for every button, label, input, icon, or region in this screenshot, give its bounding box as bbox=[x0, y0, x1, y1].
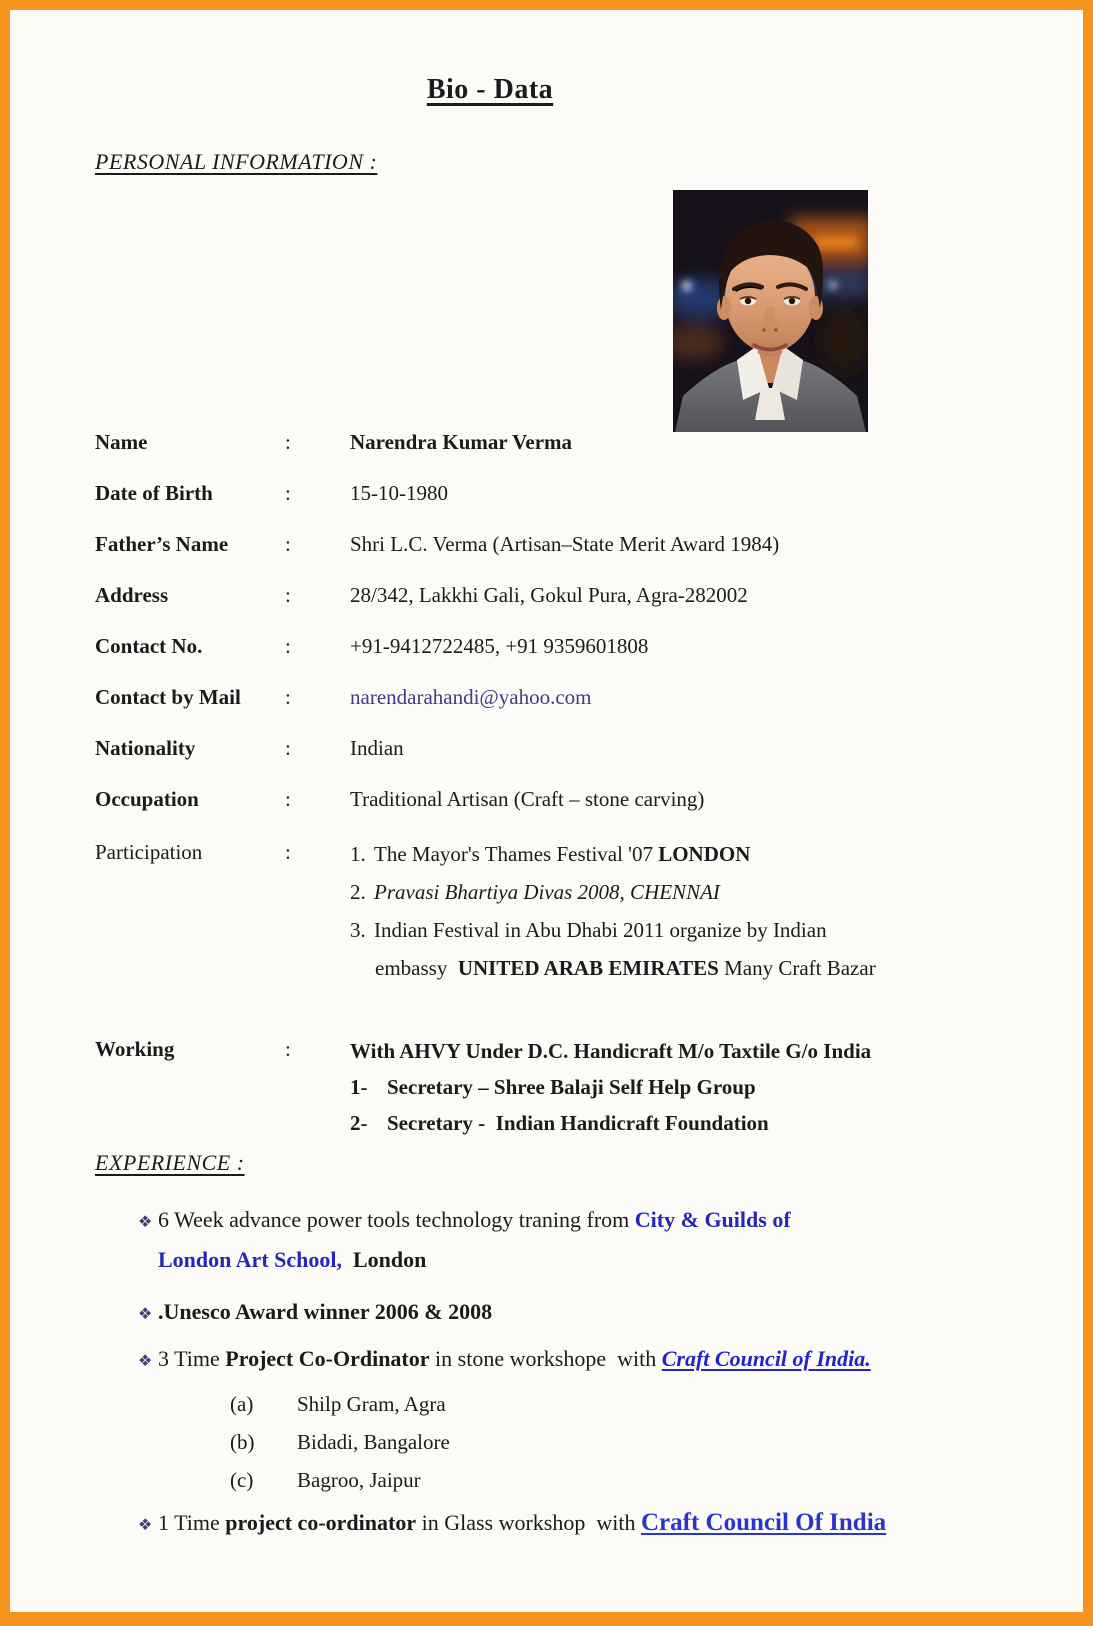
experience-text: .Unesco Award winner 2006 & 2008 bbox=[158, 1299, 493, 1324]
sub-item-tag: (a) bbox=[230, 1392, 254, 1416]
participation-item bbox=[350, 878, 1045, 906]
working-item bbox=[350, 1073, 1045, 1101]
experience-item-continuation bbox=[138, 1245, 1018, 1275]
item-number: 1- bbox=[350, 1075, 368, 1099]
item-text: Pravasi Bhartiya Divas 2008, CHENNAI bbox=[374, 880, 720, 904]
item-text: Indian Festival in Abu Dhabi 2011 organize by Indian bbox=[374, 918, 827, 942]
field-value: Shri L.C. Verma (Artisan–State Merit Award 1984) bbox=[350, 532, 780, 556]
field-colon: : bbox=[285, 685, 291, 709]
sub-item-text: Shilp Gram, Agra bbox=[297, 1392, 446, 1416]
field-value: 15-10-1980 bbox=[350, 481, 448, 505]
field-colon: : bbox=[285, 532, 291, 556]
working-item bbox=[350, 1109, 1045, 1137]
experience-text-bold: project co-ordinator bbox=[225, 1510, 417, 1535]
sub-item-text: Bidadi, Bangalore bbox=[297, 1430, 450, 1454]
experience-text-segment: in Glass workshop with bbox=[416, 1510, 641, 1535]
experience-text-segment: 6 Week advance power tools technology traning from bbox=[158, 1207, 635, 1232]
experience-text bbox=[158, 1506, 886, 1540]
experience-list bbox=[138, 1205, 1018, 1542]
field-label: Address bbox=[95, 583, 169, 607]
item-number: 2. bbox=[350, 880, 366, 904]
page-title: Bio - Data bbox=[426, 74, 554, 105]
field-value: Traditional Artisan (Craft – stone carving) bbox=[350, 787, 705, 811]
participation-items bbox=[350, 840, 1045, 992]
working-line: With AHVY Under D.C. Handicraft M/o Taxtile G/o India bbox=[350, 1039, 872, 1063]
field-colon: : bbox=[285, 736, 291, 760]
craft-council-of-india-link[interactable]: Craft Council of India. bbox=[661, 1346, 871, 1371]
field-row-address bbox=[95, 581, 1025, 609]
item-number: 3. bbox=[350, 918, 366, 942]
working-row bbox=[95, 1037, 1045, 1145]
working-items bbox=[350, 1037, 1045, 1145]
item-text: The Mayor's Thames Festival '07 bbox=[374, 842, 659, 866]
participation-item-continuation bbox=[350, 954, 1045, 982]
field-colon: : bbox=[285, 481, 291, 505]
sub-item-tag: (c) bbox=[230, 1468, 254, 1492]
experience-sub-item bbox=[138, 1465, 1018, 1495]
experience-sub-item bbox=[138, 1389, 1018, 1419]
item-text-bold: UNITED ARAB EMIRATES bbox=[457, 956, 719, 980]
experience-text-segment: 3 Time bbox=[158, 1346, 226, 1371]
diamond-bullet-icon: ❖ bbox=[138, 1515, 153, 1534]
experience-text-segment: London bbox=[342, 1247, 427, 1272]
field-row-occupation bbox=[95, 785, 1025, 813]
item-number: 1. bbox=[350, 842, 366, 866]
field-label: Nationality bbox=[95, 736, 196, 760]
field-label: Name bbox=[95, 430, 148, 454]
field-label: Date of Birth bbox=[95, 481, 213, 505]
field-label: Contact No. bbox=[95, 634, 203, 658]
experience-item bbox=[138, 1205, 1018, 1237]
portrait-photo-art bbox=[673, 190, 868, 432]
participation-row bbox=[95, 840, 1045, 992]
participation-item bbox=[350, 840, 1045, 868]
field-row-name bbox=[95, 428, 1025, 456]
field-value: Indian bbox=[350, 736, 404, 760]
experience-text bbox=[158, 1344, 871, 1374]
craft-council-of-india-link[interactable]: Craft Council Of India bbox=[640, 1509, 887, 1536]
field-value: 28/342, Lakkhi Gali, Gokul Pura, Agra-282002 bbox=[350, 583, 748, 607]
item-text: Many Craft Bazar bbox=[718, 956, 876, 980]
field-colon: : bbox=[285, 583, 291, 607]
experience-sub-item bbox=[138, 1427, 1018, 1457]
participation-item bbox=[350, 916, 1045, 944]
field-value: +91-9412722485, +91 9359601808 bbox=[350, 634, 649, 658]
sub-item-tag: (b) bbox=[230, 1430, 255, 1454]
field-label: Working bbox=[95, 1037, 175, 1061]
field-colon: : bbox=[285, 840, 291, 864]
experience-text-segment: 1 Time bbox=[158, 1510, 226, 1535]
sub-item-text: Bagroo, Jaipur bbox=[297, 1468, 421, 1492]
experience-text-segment: in stone workshope with bbox=[429, 1346, 662, 1371]
personal-information-heading: PERSONAL INFORMATION : bbox=[95, 149, 378, 174]
personal-fields bbox=[95, 428, 1025, 836]
field-row-nationality bbox=[95, 734, 1025, 762]
field-row-date-of-birth bbox=[95, 479, 1025, 507]
field-label: Participation bbox=[95, 840, 203, 864]
experience-item bbox=[138, 1344, 1018, 1376]
diamond-bullet-icon: ❖ bbox=[138, 1351, 153, 1370]
city-guilds-text: City & Guilds of bbox=[634, 1207, 791, 1232]
experience-item bbox=[138, 1506, 1018, 1542]
field-colon: : bbox=[285, 787, 291, 811]
field-colon: : bbox=[285, 430, 291, 454]
item-text: Secretary – Shree Balaji Self Help Group bbox=[387, 1075, 756, 1099]
field-label: Contact by Mail bbox=[95, 685, 241, 709]
field-row-contact-no bbox=[95, 632, 1025, 660]
experience-text bbox=[158, 1205, 791, 1235]
field-row-fathers-name bbox=[95, 530, 1025, 558]
email-link[interactable]: narendarahandi@yahoo.com bbox=[350, 685, 592, 709]
field-label: Occupation bbox=[95, 787, 199, 811]
field-colon: : bbox=[285, 1037, 291, 1061]
field-label: Father’s Name bbox=[95, 532, 229, 556]
portrait-photo bbox=[673, 190, 868, 432]
item-number: 2- bbox=[350, 1111, 368, 1135]
item-text: embassy bbox=[375, 956, 458, 980]
item-text: Secretary - Indian Handicraft Foundation bbox=[387, 1111, 769, 1135]
field-row-contact-by-mail bbox=[95, 683, 1025, 711]
diamond-bullet-icon: ❖ bbox=[138, 1304, 153, 1323]
city-guilds-text: London Art School, bbox=[158, 1247, 342, 1272]
item-text-bold: LONDON bbox=[658, 842, 751, 866]
diamond-bullet-icon: ❖ bbox=[138, 1212, 153, 1231]
experience-heading: EXPERIENCE : bbox=[95, 1150, 245, 1175]
field-value: Narendra Kumar Verma bbox=[350, 430, 573, 454]
field-colon: : bbox=[285, 634, 291, 658]
experience-text-bold: Project Co-Ordinator bbox=[225, 1346, 430, 1371]
experience-item bbox=[138, 1297, 1018, 1329]
